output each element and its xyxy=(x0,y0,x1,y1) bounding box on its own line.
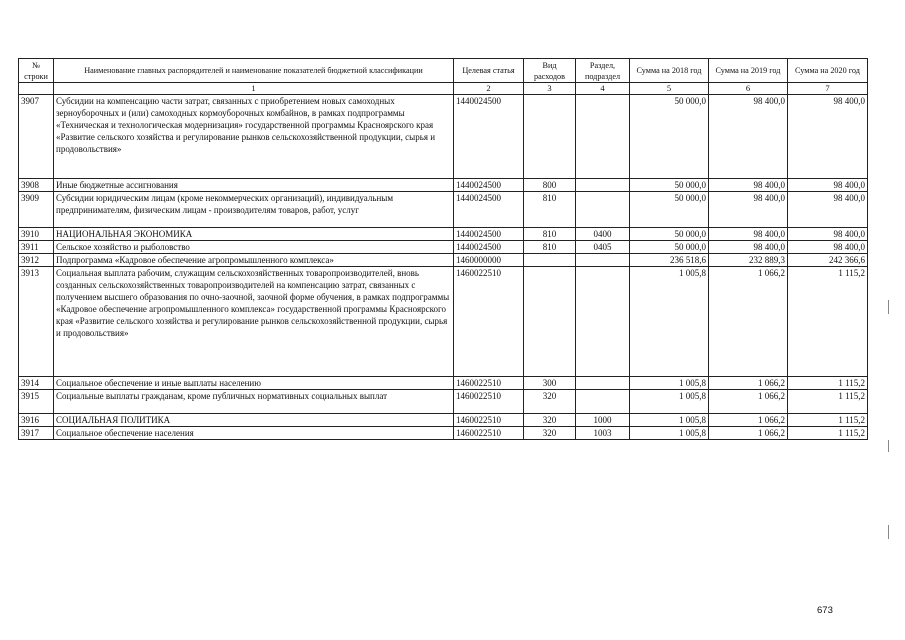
header-target: Целевая статья xyxy=(454,59,524,83)
row-expense-type: 800 xyxy=(524,179,576,192)
row-target-article: 1460022510 xyxy=(454,414,524,427)
row-number: 3912 xyxy=(19,254,54,267)
row-sum-2020: 1 115,2 xyxy=(788,377,868,390)
row-sum-2020: 242 366,6 xyxy=(788,254,868,267)
row-section xyxy=(576,390,630,414)
row-sum-2019: 1 066,2 xyxy=(709,267,788,377)
row-expense-type: 810 xyxy=(524,228,576,241)
row-section xyxy=(576,254,630,267)
column-number: 3 xyxy=(524,83,576,95)
row-name: Подпрограмма «Кадровое обеспечение агропромышленного комплекса» xyxy=(54,254,454,267)
row-sum-2020: 1 115,2 xyxy=(788,427,868,440)
row-target-article: 1460022510 xyxy=(454,390,524,414)
row-sum-2018: 1 005,8 xyxy=(630,267,709,377)
scan-mark xyxy=(888,440,889,452)
row-name: Социальное обеспечение населения xyxy=(54,427,454,440)
scan-mark xyxy=(888,525,889,539)
row-sum-2019: 232 889,3 xyxy=(709,254,788,267)
row-section: 1000 xyxy=(576,414,630,427)
header-sum-2018: Сумма на 2018 год xyxy=(630,59,709,83)
header-sum-2019: Сумма на 2019 год xyxy=(709,59,788,83)
row-number: 3910 xyxy=(19,228,54,241)
row-section: 1003 xyxy=(576,427,630,440)
row-number: 3908 xyxy=(19,179,54,192)
row-expense-type xyxy=(524,267,576,377)
table-row xyxy=(19,95,868,179)
row-section xyxy=(576,192,630,228)
scan-mark xyxy=(888,300,889,314)
row-sum-2020: 98 400,0 xyxy=(788,179,868,192)
row-name: Субсидии юридическим лицам (кроме некоммерческих организаций), индивидуальным предпринимателям, физическим лицам - производителям товаров, работ, услуг xyxy=(54,192,454,228)
row-expense-type xyxy=(524,254,576,267)
row-expense-type: 320 xyxy=(524,390,576,414)
column-number: 7 xyxy=(788,83,868,95)
header-row-no: № строки xyxy=(19,59,54,83)
row-target-article: 1460000000 xyxy=(454,254,524,267)
row-sum-2019: 98 400,0 xyxy=(709,179,788,192)
row-name: Субсидии на компенсацию части затрат, связанных с приобретением новых самоходных зерноуборочных и (или) самоходных кормоуборочных комбайнов, в рамках подпрограммы «Техническая и технологическая модернизация» государственной программы Красноярского края «Развитие сельского хозяйства и регулирование рынков сельскохозяйственной продукции, сырья и продовольствия» xyxy=(54,95,454,179)
row-number: 3911 xyxy=(19,241,54,254)
row-sum-2018: 1 005,8 xyxy=(630,427,709,440)
row-target-article: 1440024500 xyxy=(454,179,524,192)
header-row xyxy=(19,59,868,83)
row-target-article: 1460022510 xyxy=(454,267,524,377)
row-sum-2019: 98 400,0 xyxy=(709,228,788,241)
row-sum-2019: 1 066,2 xyxy=(709,414,788,427)
row-sum-2019: 98 400,0 xyxy=(709,95,788,179)
row-sum-2018: 236 518,6 xyxy=(630,254,709,267)
column-number-row xyxy=(19,83,868,95)
row-name: НАЦИОНАЛЬНАЯ ЭКОНОМИКА xyxy=(54,228,454,241)
row-sum-2020: 98 400,0 xyxy=(788,241,868,254)
row-target-article: 1440024500 xyxy=(454,95,524,179)
row-sum-2019: 1 066,2 xyxy=(709,390,788,414)
row-target-article: 1440024500 xyxy=(454,228,524,241)
row-sum-2020: 1 115,2 xyxy=(788,390,868,414)
column-number: 5 xyxy=(630,83,709,95)
row-section xyxy=(576,267,630,377)
row-sum-2018: 1 005,8 xyxy=(630,390,709,414)
row-sum-2019: 98 400,0 xyxy=(709,192,788,228)
row-sum-2018: 1 005,8 xyxy=(630,377,709,390)
row-name: Социальная выплата рабочим, служащим сельскохозяйственных товаропроизводителей, вновь созданных сельскохозяйственных товаропроизводителей на компенсацию затрат, связанных с получением высшего образования по очно-заочной, заочной форме обучения, в рамках подпрограммы «Кадровое обеспечение агропромышленного комплекса» государственной программы Красноярского края «Развитие сельского хозяйства и регулирование рынков сельскохозяйственной продукции, сырья и продовольствия» xyxy=(54,267,454,377)
table-row xyxy=(19,228,868,241)
table-row xyxy=(19,192,868,228)
row-expense-type: 810 xyxy=(524,192,576,228)
row-expense-type: 810 xyxy=(524,241,576,254)
row-sum-2020: 98 400,0 xyxy=(788,228,868,241)
row-sum-2019: 1 066,2 xyxy=(709,377,788,390)
row-section: 0400 xyxy=(576,228,630,241)
row-sum-2018: 50 000,0 xyxy=(630,228,709,241)
row-expense-type: 300 xyxy=(524,377,576,390)
row-sum-2018: 1 005,8 xyxy=(630,414,709,427)
table-row xyxy=(19,377,868,390)
row-section xyxy=(576,95,630,179)
row-name: Социальное обеспечение и иные выплаты населению xyxy=(54,377,454,390)
row-sum-2020: 1 115,2 xyxy=(788,414,868,427)
row-target-article: 1440024500 xyxy=(454,192,524,228)
row-number: 3914 xyxy=(19,377,54,390)
row-sum-2019: 98 400,0 xyxy=(709,241,788,254)
row-sum-2020: 1 115,2 xyxy=(788,267,868,377)
row-expense-type: 320 xyxy=(524,427,576,440)
row-expense-type xyxy=(524,95,576,179)
row-name: Сельское хозяйство и рыболовство xyxy=(54,241,454,254)
column-number: 2 xyxy=(454,83,524,95)
column-number: 4 xyxy=(576,83,630,95)
header-exp-type: Вид расходов xyxy=(524,59,576,83)
row-number: 3913 xyxy=(19,267,54,377)
page-number: 673 xyxy=(817,605,833,616)
row-number: 3917 xyxy=(19,427,54,440)
header-sum-2020: Сумма на 2020 год xyxy=(788,59,868,83)
row-section xyxy=(576,377,630,390)
row-sum-2019: 1 066,2 xyxy=(709,427,788,440)
table-row xyxy=(19,390,868,414)
row-sum-2018: 50 000,0 xyxy=(630,179,709,192)
row-section xyxy=(576,179,630,192)
row-target-article: 1440024500 xyxy=(454,241,524,254)
column-number: 6 xyxy=(709,83,788,95)
budget-table xyxy=(18,58,868,440)
table-row xyxy=(19,267,868,377)
row-sum-2020: 98 400,0 xyxy=(788,95,868,179)
row-sum-2018: 50 000,0 xyxy=(630,192,709,228)
row-sum-2020: 98 400,0 xyxy=(788,192,868,228)
row-target-article: 1460022510 xyxy=(454,427,524,440)
row-sum-2018: 50 000,0 xyxy=(630,95,709,179)
table-row xyxy=(19,179,868,192)
row-number: 3916 xyxy=(19,414,54,427)
header-name: Наименование главных распорядителей и наименование показателей бюджетной классификации xyxy=(54,59,454,83)
column-number: 1 xyxy=(54,83,454,95)
row-expense-type: 320 xyxy=(524,414,576,427)
row-sum-2018: 50 000,0 xyxy=(630,241,709,254)
table-row xyxy=(19,254,868,267)
header-section: Раздел, подраздел xyxy=(576,59,630,83)
column-number-blank xyxy=(19,83,54,95)
row-name: Иные бюджетные ассигнования xyxy=(54,179,454,192)
row-number: 3915 xyxy=(19,390,54,414)
row-number: 3909 xyxy=(19,192,54,228)
row-name: СОЦИАЛЬНАЯ ПОЛИТИКА xyxy=(54,414,454,427)
table-row xyxy=(19,414,868,427)
table-row xyxy=(19,427,868,440)
table-row xyxy=(19,241,868,254)
row-name: Социальные выплаты гражданам, кроме публичных нормативных социальных выплат xyxy=(54,390,454,414)
row-section: 0405 xyxy=(576,241,630,254)
row-number: 3907 xyxy=(19,95,54,179)
row-target-article: 1460022510 xyxy=(454,377,524,390)
